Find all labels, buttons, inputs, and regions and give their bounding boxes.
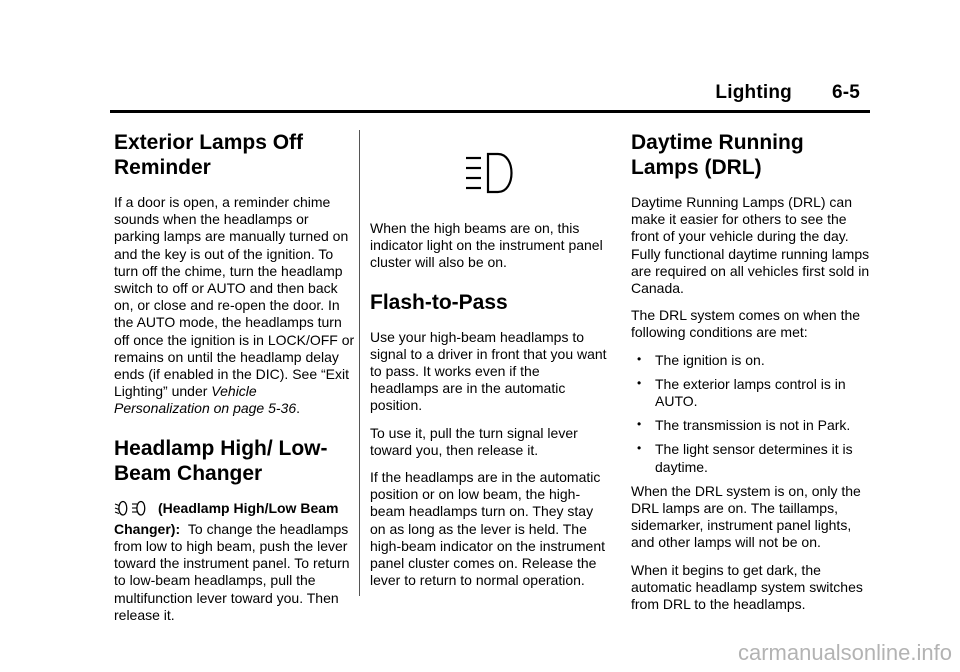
paragraph: If the headlamps are in the automatic position or on low beam, the high-beam headlamps turn on. They stay on as long as the lever is held. The high-beam indicator on the instrument panel cluster comes on. Release the lever to return to normal operation. (370, 469, 606, 589)
watermark: carmanualsonline.info (737, 640, 952, 665)
heading-daytime-running-lamps: Daytime Running Lamps (DRL) (631, 131, 804, 179)
paragraph: Use your high-beam headlamps to signal to a driver in front that you want to pass. It works even if the headlamps are in the automatic position. (370, 328, 607, 414)
heading-flash-to-pass: Flash-to-Pass (370, 290, 508, 314)
high-beam-indicator-icon (464, 152, 520, 194)
column-left (114, 130, 356, 634)
column-divider (359, 130, 360, 596)
running-header (715, 82, 860, 104)
section-title: Lighting (715, 82, 792, 103)
heading-exterior-lamps-off-reminder: Exterior Lamps Off Reminder (114, 131, 304, 179)
paragraph: To use it, pull the turn signal lever toward you, then release it. (370, 424, 578, 458)
heading-headlamp-changer: Headlamp High/ Low-Beam Changer (114, 436, 328, 485)
conditions-list (631, 352, 871, 476)
list-item: • The transmission is not in Park. (631, 417, 871, 434)
list-item: • The light sensor determines it is daytime. (631, 441, 871, 475)
headlamp-high-low-icon (114, 500, 148, 521)
paragraph: When it begins to get dark, the automatic headlamp system switches from DRL to the headlamps. (631, 561, 863, 613)
cross-reference: Vehicle Personalization on page 5-36 (114, 383, 297, 417)
column-right (631, 130, 871, 623)
paragraph-text: To change the headlamps from low to high beam, push the lever toward the instrument panel. To return to low-beam headlamps, pull the multifunction lever toward you. Then release it. (114, 520, 350, 623)
paragraph: When the high beams are on, this indicator light on the instrument panel cluster will also be on. (370, 220, 603, 271)
paragraph: When the DRL system is on, only the DRL lamps are on. The taillamps, sidemarker, instrument panel lights, and other lamps will not be on. (631, 482, 861, 551)
paragraph-text: If a door is open, a reminder chime sounds when the headlamps or parking lamps are manually turned on and the key is out of the ignition. To turn off the chime, turn the headlamp switch to off or AUTO and then back on, or close and re-open the door. In the AUTO mode, the headlamps turn off once the ignition is in LOCK/OFF or remains on until the headlamp delay ends (if enabled in the DIC). See “Exit Lighting” under (114, 194, 355, 400)
paragraph: Daytime Running Lamps (DRL) can make it easier for others to see the front of your vehicle during the day. Fully functional daytime running lamps are required on all vehicles first sold in Canada. (631, 194, 870, 297)
list-item: • The ignition is on. (631, 352, 871, 369)
column-middle (370, 130, 608, 599)
page-number: 6-5 (831, 82, 860, 103)
list-item: • The exterior lamps control is in AUTO. (631, 376, 871, 410)
paragraph (114, 500, 356, 624)
paragraph (114, 194, 356, 418)
paragraph-text: . (296, 400, 301, 417)
paragraph: The DRL system comes on when the following conditions are met: (631, 307, 861, 341)
header-rule (110, 110, 870, 113)
term-label: (Headlamp High/Low Beam Changer): (114, 499, 339, 537)
